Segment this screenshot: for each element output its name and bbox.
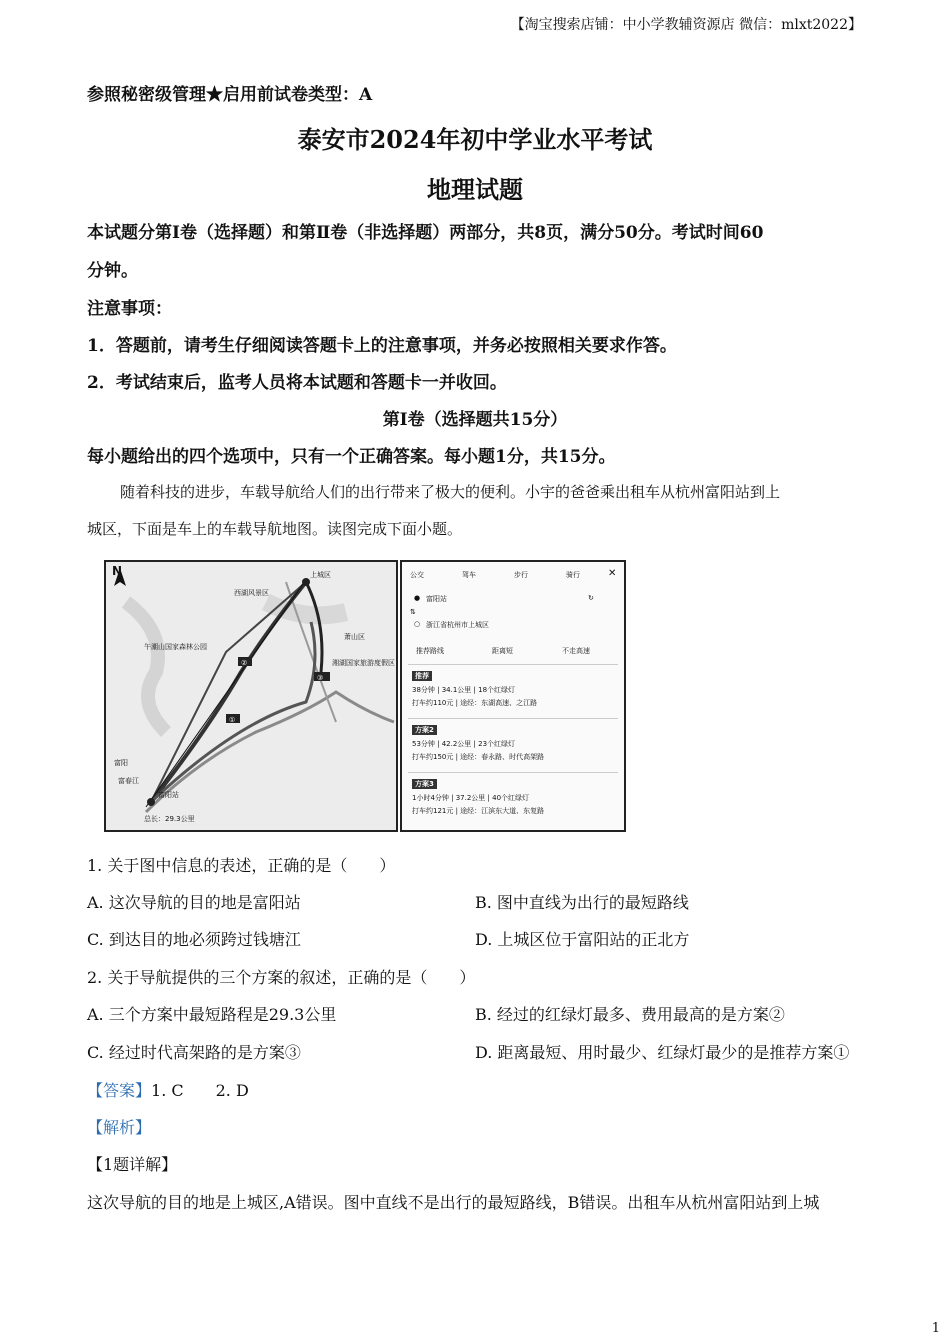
map-label-fuyang: 富阳: [114, 759, 128, 767]
secret-line: 参照秘密级管理★启用前试卷类型：A: [87, 85, 373, 105]
nav-panel: [400, 560, 626, 832]
plan-line1-2: 53分钟 | 42.2公里 | 23个红绿灯: [412, 740, 516, 748]
q1-option-a: A. 这次导航的目的地是富阳站: [87, 893, 301, 912]
svg-text:③: ③: [317, 674, 324, 682]
analysis-label: 【解析】: [87, 1118, 152, 1137]
answer-label: 【答案】: [87, 1081, 152, 1100]
close-icon[interactable]: ✕: [608, 568, 617, 579]
q2-option-c: C. 经过时代高架路的是方案③: [87, 1043, 301, 1062]
q2-stem: 2. 关于导航提供的三个方案的叙述，正确的是（ ）: [87, 968, 476, 987]
intro-line-1: 本试题分第Ⅰ卷（选择题）和第Ⅱ卷（非选择题）两部分，共8页，满分50分。考试时间60: [87, 223, 764, 243]
plan-tag-1: 推荐: [412, 671, 432, 681]
plan-line1-3: 1小时4分钟 | 37.2公里 | 40个红绿灯: [412, 794, 530, 802]
answer-line: [87, 1078, 249, 1101]
to-dot-icon: ○: [414, 620, 421, 628]
passage-line-2: 城区，下面是车上的车载导航地图。读图完成下面小题。: [87, 520, 463, 538]
plan-line1-1: 38分钟 | 34.1公里 | 18个红绿灯: [412, 686, 516, 694]
north-label: N: [112, 564, 123, 578]
page-subtitle: 地理试题: [427, 175, 523, 204]
plan-tag-3: 方案3: [412, 779, 437, 789]
plan-line2-3: 打车约121元 | 途经：江滨东大道、东复路: [412, 807, 545, 815]
plan-line2-1: 打车约110元 | 途经：东湖高速、之江路: [412, 699, 538, 707]
map-label-xiaoshan: 萧山区: [344, 633, 365, 641]
detail-text: 这次导航的目的地是上城区,A错误。图中直线不是出行的最短路线，B错误。出租车从杭州富阳站到上城: [87, 1193, 820, 1212]
mode-walk[interactable]: 步行: [514, 571, 528, 579]
intro-line-2: 分钟。: [87, 261, 138, 281]
mode-bike[interactable]: 骑行: [566, 571, 580, 579]
q1-stem: 1. 关于图中信息的表述，正确的是（ ）: [87, 856, 396, 875]
tab-no-highway[interactable]: 不走高速: [562, 647, 590, 655]
notes-heading: 注意事项：: [87, 299, 172, 319]
end-point-icon: [302, 578, 310, 586]
answer-text: 1. C 2. D: [151, 1081, 249, 1100]
section-title: 第Ⅰ卷（选择题共15分）: [382, 410, 568, 430]
page-number: 1: [931, 1321, 940, 1336]
plan-card-1[interactable]: [408, 664, 618, 715]
refresh-icon[interactable]: ↻: [588, 594, 594, 602]
note-1: 1．答题前，请考生仔细阅读答题卡上的注意事项，并务必按照相关要求作答。: [87, 336, 677, 356]
from-dot-icon: ●: [414, 594, 421, 602]
note-2: 2．考试结束后，监考人员将本试题和答题卡一并收回。: [87, 373, 507, 393]
svg-text:②: ②: [241, 659, 248, 667]
from-field[interactable]: 富阳站: [426, 595, 447, 603]
mode-bus[interactable]: 公交: [410, 571, 424, 579]
map-label-fuyang-station: 富阳站: [158, 791, 179, 799]
map-label-shangcheng: 上城区: [310, 571, 331, 579]
passage-line-1: 随着科技的进步，车载导航给人们的出行带来了极大的便利。小宇的爸爸乘出租车从杭州富阳站到上: [120, 483, 781, 501]
plan-tag-2: 方案2: [412, 725, 437, 735]
map-scale-text: 总长：29.3公里: [144, 815, 195, 823]
map-drawing: [106, 562, 396, 830]
map-label-fuchunjiang: 富春江: [118, 777, 139, 785]
to-field[interactable]: 浙江省杭州市上城区: [426, 621, 489, 629]
plan-card-3[interactable]: [408, 772, 618, 823]
q1-option-d: D. 上城区位于富阳站的正北方: [475, 930, 690, 949]
plan-line2-2: 打车约150元 | 途经：春永路、时代高架路: [412, 753, 545, 761]
swap-icon[interactable]: ⇅: [410, 608, 416, 616]
q2-option-a: A. 三个方案中最短路程是29.3公里: [87, 1005, 337, 1024]
navigation-map: [104, 560, 398, 832]
mode-drive[interactable]: 驾车: [462, 571, 476, 579]
q2-option-d: D. 距离最短、用时最少、红绿灯最少的是推荐方案①: [475, 1043, 850, 1062]
q1-option-b: B. 图中直线为出行的最短路线: [475, 893, 689, 912]
page-title: 泰安市2024年初中学业水平考试: [297, 125, 653, 154]
map-label-forest-park: 午潮山国家森林公园: [144, 643, 207, 651]
start-point-icon: [147, 798, 155, 806]
q2-option-b: B. 经过的红绿灯最多、费用最高的是方案②: [475, 1005, 785, 1024]
tab-shortest[interactable]: 距离短: [492, 647, 513, 655]
svg-text:①: ①: [229, 716, 236, 724]
header-note: 【淘宝搜索店铺：中小学教辅资源店 微信：mlxt2022】: [510, 17, 862, 33]
plan-card-2[interactable]: [408, 718, 618, 769]
q1-option-c: C. 到达目的地必须跨过钱塘江: [87, 930, 301, 949]
map-label-xianghu: 湘湖国家旅游度假区: [332, 659, 395, 667]
map-label-xihu: 西湖风景区: [234, 589, 269, 597]
detail-label: 【1题详解】: [87, 1155, 178, 1174]
tab-recommended[interactable]: 推荐路线: [416, 647, 444, 655]
section-instruction: 每小题给出的四个选项中，只有一个正确答案。每小题1分，共15分。: [87, 447, 616, 467]
